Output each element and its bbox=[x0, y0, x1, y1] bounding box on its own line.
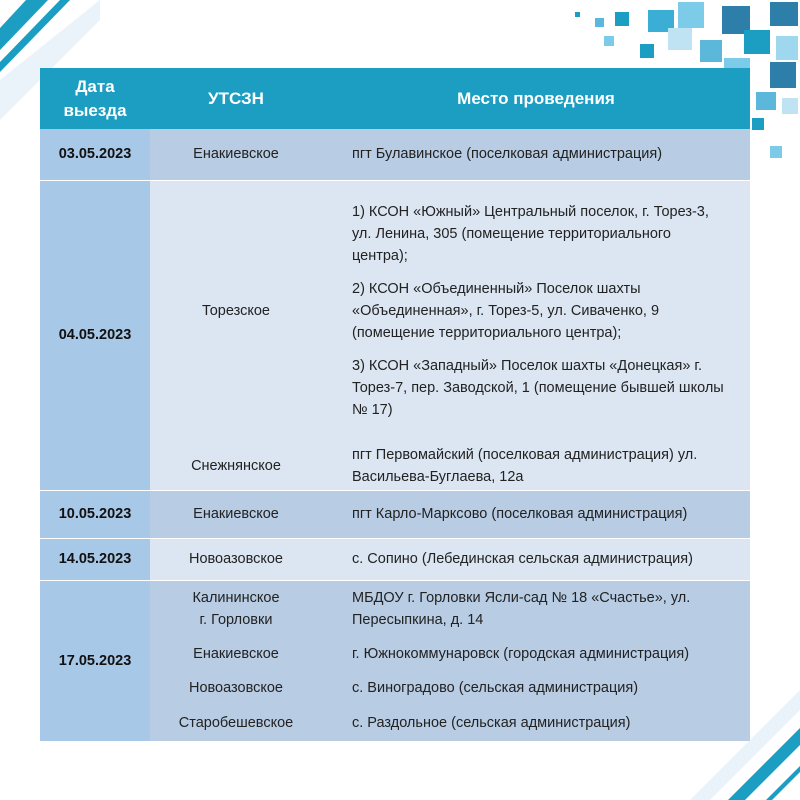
utszn-cell: Новоазовское bbox=[150, 538, 322, 580]
header-utszn: УТСЗН bbox=[150, 68, 322, 129]
utszn-cell: Енакиевское bbox=[150, 129, 322, 180]
date-cell: 14.05.2023 bbox=[40, 538, 150, 580]
place-text: МБДОУ г. Горловки Ясли-сад № 18 «Счастье», ул. Пересыпкина, д. 14 bbox=[352, 589, 691, 628]
table-row bbox=[40, 490, 750, 538]
place-text: с. Сопино (Лебединская сельская администрация) bbox=[352, 551, 693, 567]
table-row bbox=[40, 580, 750, 637]
place-text: пгт Карло-Марксово (поселковая администрация) bbox=[352, 506, 688, 522]
place-cell bbox=[322, 490, 750, 538]
date-cell: 03.05.2023 bbox=[40, 129, 150, 180]
place-cell bbox=[322, 637, 750, 671]
table-header bbox=[40, 68, 750, 129]
place-cell bbox=[322, 580, 750, 637]
place-cell bbox=[322, 671, 750, 705]
table-row bbox=[40, 129, 750, 180]
schedule-table bbox=[40, 68, 750, 741]
place-text: 1) КСОН «Южный» Центральный поселок, г. Торез-3, ул. Ленина, 305 (помещение территориального центра); bbox=[352, 204, 709, 265]
place-cell bbox=[322, 180, 750, 442]
utszn-cell: Калининское г. Горловки bbox=[150, 580, 322, 637]
header-date: Дата выезда bbox=[40, 68, 150, 129]
header-place: Место проведения bbox=[322, 68, 750, 129]
place-text: пгт Булавинское (поселковая администрация) bbox=[352, 146, 663, 163]
place-text: г. Южнокоммунаровск (городская администрация) bbox=[352, 646, 690, 662]
utszn-cell: Старобешевское bbox=[150, 705, 322, 741]
utszn-cell: Енакиевское bbox=[150, 637, 322, 671]
place-text: 2) КСОН «Объединенный» Поселок шахты «Объединенная», г. Торез-5, ул. Сиваченко, 9 (помещение территориального центра); bbox=[352, 281, 660, 342]
place-text: 3) КСОН «Западный» Поселок шахты «Донецкая» г. Торез-7, пер. Заводской, 1 (помещение бывшей школы № 17) bbox=[352, 358, 724, 419]
table-row bbox=[40, 180, 750, 442]
date-cell: 04.05.2023 bbox=[40, 180, 150, 490]
place-cell bbox=[322, 129, 750, 180]
place-cell bbox=[322, 705, 750, 741]
table-row bbox=[40, 538, 750, 580]
place-cell bbox=[322, 538, 750, 580]
table-body bbox=[40, 129, 750, 741]
utszn-cell: Енакиевское bbox=[150, 490, 322, 538]
place-text: с. Раздольное (сельская администрация) bbox=[352, 715, 631, 731]
place-text: с. Виноградово (сельская администрация) bbox=[352, 680, 639, 696]
utszn-cell: Торезское bbox=[150, 180, 322, 442]
place-text: пгт Первомайский (поселковая администрация) ул. Васильева-Буглаева, 12а bbox=[352, 446, 698, 485]
date-cell: 17.05.2023 bbox=[40, 580, 150, 741]
place-cell bbox=[322, 442, 750, 490]
utszn-cell: Снежнянское bbox=[150, 442, 322, 490]
utszn-cell: Новоазовское bbox=[150, 671, 322, 705]
date-cell: 10.05.2023 bbox=[40, 490, 150, 538]
